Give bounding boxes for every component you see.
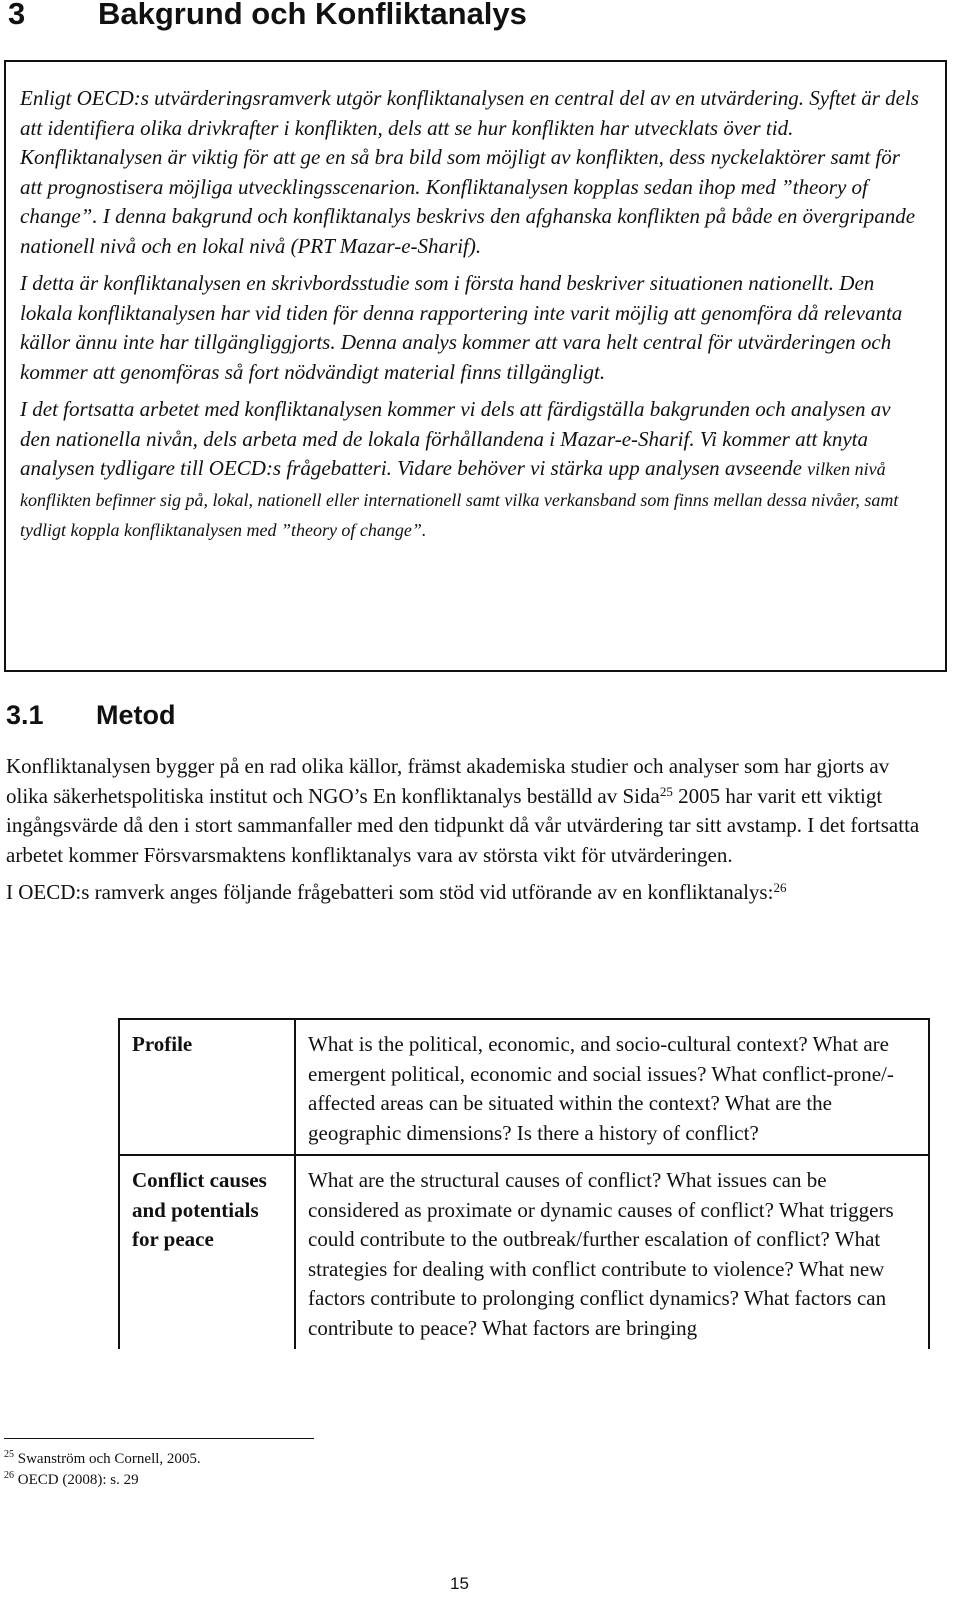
footnote-text: Swanström och Cornell, 2005. — [17, 1451, 201, 1467]
chapter-number: 3 — [8, 0, 26, 31]
section-title: Metod — [96, 700, 176, 730]
footnote-ref-25[interactable]: 25 — [659, 783, 673, 799]
body-paragraph-2 — [6, 878, 936, 908]
footnote-25 — [4, 1450, 201, 1468]
section-body — [6, 752, 936, 916]
body-paragraph-2-text: I OECD:s ramverk anges följande frågebatteri som stöd vid utförande av en konfliktanalys: — [6, 880, 774, 904]
section-number: 3.1 — [6, 700, 44, 730]
body-paragraph-1 — [6, 752, 936, 870]
page-number: 15 — [450, 1574, 469, 1593]
table-row — [119, 1155, 929, 1349]
question-table — [118, 1018, 930, 1349]
body-paragraph-1-part-a: Konfliktanalysen bygger på en rad olika källor, främst akademiska studier och analyser som har gjorts av olika säkerhetspolitiska institut och NGO’s En konfliktanalys beställd av Sida — [6, 754, 890, 808]
table-row — [119, 1019, 929, 1155]
section-heading — [6, 700, 175, 731]
box-paragraph-2: I detta är konfliktanalysen en skrivbordsstudie som i första hand beskriver situationen nationellt. Den lokala konfliktanalysen har vid tiden för denna rapportering inte varit möjlig att genomföra då relevanta källor ännu inte har tillgängliggjorts. Denna analys kommer att vara helt central för utvärderingen och kommer att genomföras så fort nödvändigt material finns tillgängligt. — [20, 271, 903, 384]
footnote-ref-26[interactable]: 26 — [773, 880, 787, 895]
box-paragraph-3-main: I det fortsatta arbetet med konfliktanalysen kommer vi dels att färdigställa bakgrunden och analysen av den nationella nivån, dels arbeta med de lokala förhållandena i Mazar-e-Sharif. Vi kommer att knyta analysen tydligare till OECD:s frågebatteri. Vidare behöver vi stärka upp analysen avseende — [20, 397, 891, 480]
body-paragraph-1-part-b: 2005 har varit ett viktigt ingångsvärde då den i stort sammanfaller med den tidpunkt då vår utvärdering tar sitt avstamp. I det fortsatta arbetet kommer Försvarsmaktens konfliktanalys vara av största vikt för utvärderingen. — [6, 783, 920, 867]
box-paragraph-3-small: vilken nivå konflikten befinner sig på, lokal, nationell eller internationell samt vilka verkansband som finns mellan dessa nivåer, samt tydligt koppla konfliktanalysen med ”theory of change”. — [20, 459, 899, 540]
box-paragraph-3 — [20, 395, 925, 546]
footnote-separator — [4, 1438, 314, 1439]
table-row-label: Conflict causes and potentials for peace — [119, 1155, 295, 1349]
footnote-number: 26 — [4, 1470, 14, 1481]
box-paragraph-1: Enligt OECD:s utvärderingsramverk utgör konfliktanalysen en central del av en utvärdering. Syftet är dels att identifiera olika drivkrafter i konflikten, dels att se hur konflikten har utvecklats över tid. Konfliktanalysen är viktig för att ge en så bra bild som möjligt av konflikten, dess nyckelaktörer samt för att prognostisera möjliga utvecklingsscenarion. Konfliktanalysen kopplas sedan ihop med ”theory of change”. I denna bakgrund och konfliktanalys beskrivs den afghanska konflikten på både en övergripande nationell nivå och en lokal nivå (PRT Mazar-e-Sharif). — [20, 86, 919, 258]
footnote-26 — [4, 1471, 139, 1489]
table-row-text: What is the political, economic, and socio-cultural context? What are emergent political, economic and social issues? What conflict-prone/-affected areas can be situated within the context? What are the geographic dimensions? Is there a history of conflict? — [295, 1019, 929, 1155]
chapter-title: Bakgrund och Konfliktanalys — [98, 0, 527, 31]
footnote-text: OECD (2008): s. 29 — [17, 1472, 139, 1488]
chapter-heading — [8, 0, 527, 32]
table-row-label: Profile — [119, 1019, 295, 1155]
table-row-text: What are the structural causes of conflict? What issues can be considered as proximate or dynamic causes of conflict? What triggers could contribute to the outbreak/further escalation of conflict? What strategies for dealing with conflict contribute to violence? What new factors contribute to prolonging conflict dynamics? What factors can contribute to peace? What factors are bringing — [295, 1155, 929, 1349]
boxed-note — [4, 60, 947, 672]
footnote-number: 25 — [4, 1449, 14, 1460]
